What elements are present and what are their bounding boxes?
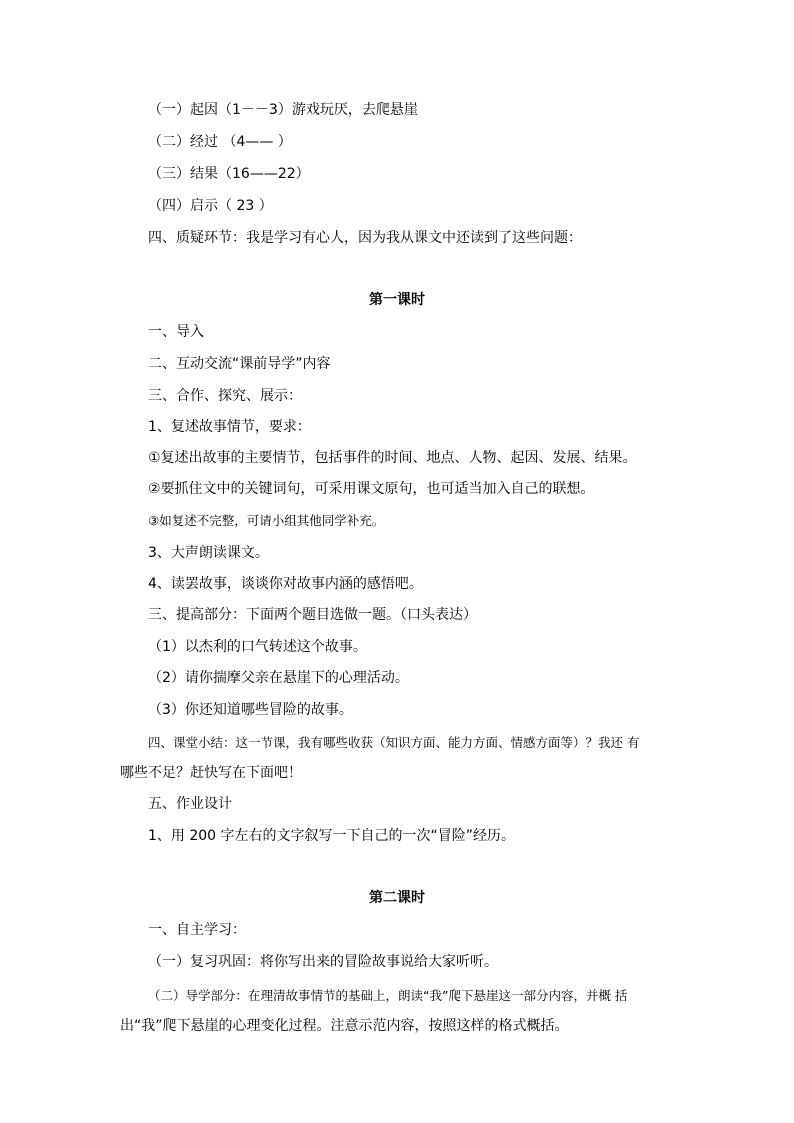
lesson1-item: 三、提高部分：下面两个题目选做一题。（口头表达）	[148, 607, 477, 623]
homework-item: 1、用 200 字左右的文字叙写一下自己的一次“冒险”经历。	[148, 828, 516, 844]
lesson1-item: （1）以杰利的口气转述这个故事。	[148, 639, 367, 655]
outline-item-result: （三）结果（16——22）	[148, 166, 310, 182]
lesson1-item: 4、读罢故事，谈谈你对故事内涵的感悟吧。	[148, 576, 423, 592]
lesson2-item: 一、自主学习：	[148, 922, 246, 938]
lesson1-item: 1、复述故事情节，要求：	[148, 419, 311, 435]
lesson1-item: 一、导入	[148, 324, 204, 340]
lesson1-item: 二、互动交流“课前导学”内容	[148, 356, 331, 372]
lesson1-item: 3、大声朗读课文。	[148, 545, 269, 561]
lesson1-item: （3）你还知道哪些冒险的故事。	[148, 702, 353, 718]
lesson2-title: 第二课时	[369, 890, 425, 906]
lesson1-title: 第一课时	[369, 292, 425, 308]
lesson1-summary-continued: 哪些不足？赶快写在下面吧！	[120, 765, 302, 781]
lesson2-guide-continued: 出“我”爬下悬崖的心理变化过程。注意示范内容，按照这样的格式概括。	[120, 1018, 569, 1034]
question-section: 四、质疑环节：我是学习有心人，因为我从课文中还读到了这些问题：	[148, 230, 582, 246]
outline-item-insight: （四）启示（ 23 ）	[148, 198, 273, 214]
lesson1-item: ②要抓住文中的关键词句，可采用课文原句，也可适当加入自己的联想。	[148, 481, 595, 497]
lesson1-item: （2）请你揣摩父亲在悬崖下的心理活动。	[148, 670, 409, 686]
lesson1-summary: 四、课堂小结：这一节课，我有哪些收获（知识方面、能力方面、情感方面等）？我还 有	[148, 735, 640, 750]
homework-title: 五、作业设计	[148, 796, 232, 812]
lesson2-item: （一）复习巩固：将你写出来的冒险故事说给大家听听。	[148, 954, 498, 970]
outline-item-cause: （一）起因（1－－3）游戏玩厌，去爬悬崖	[148, 102, 418, 118]
outline-item-process: （二）经过 （4—— ）	[148, 134, 292, 150]
lesson2-guide: （二）导学部分：在理清故事情节的基础上，朗读“我”爬下悬崖这一部分内容，并概 括	[148, 988, 628, 1003]
lesson1-item: ①复述出故事的主要情节，包括事件的时间、地点、人物、起因、发展、结果。	[148, 450, 637, 466]
lesson1-item: ③如复述不完整，可请小组其他同学补充。	[148, 513, 385, 528]
lesson1-item: 三、合作、探究、展示：	[148, 388, 302, 404]
